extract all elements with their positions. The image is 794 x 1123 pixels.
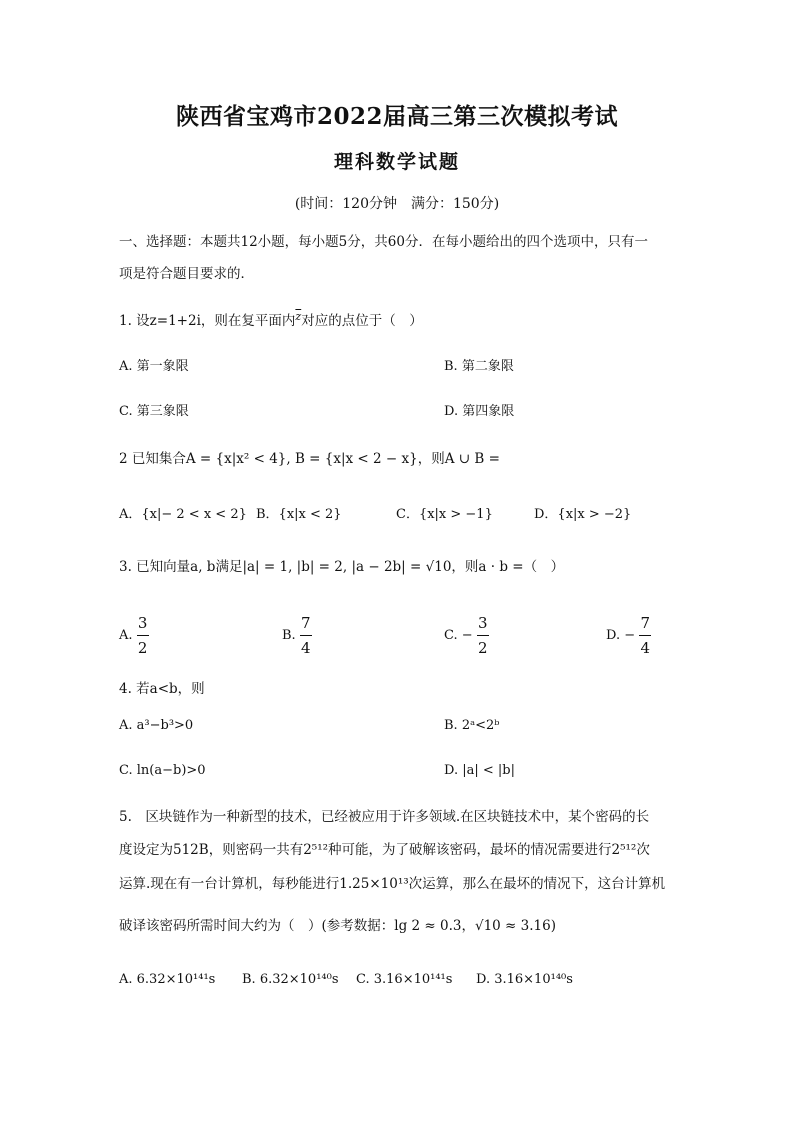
question-3-option-a — [119, 614, 149, 657]
fraction — [300, 614, 312, 657]
option-sign: − — [461, 628, 473, 643]
page-title: 陕西省宝鸡市2022届高三第三次模拟考试 — [175, 103, 618, 130]
section-heading-line-2: 项是符合题目要求的． — [119, 266, 254, 282]
question-5-option-d: D. 3.16×10¹⁴⁰s — [476, 972, 573, 987]
numerator: 3 — [137, 614, 148, 632]
question-1-text-a: 1. 设z=1+2i，则在复平面内 — [119, 313, 296, 329]
question-4-option-d: D. |a| < |b| — [444, 763, 515, 778]
option-label: C. — [444, 628, 458, 643]
question-5-option-c: C. 3.16×10¹⁴¹s — [356, 972, 453, 987]
question-3-option-c — [444, 614, 489, 657]
question-5-line-2: 度设定为512B，则密码一共有2⁵¹²种可能，为了破解该密码，最坏的情况需要进行2⁵¹²次 — [119, 842, 650, 858]
denominator: 4 — [301, 639, 311, 657]
question-2-stem: 2 已知集合A = {x|x² < 4}, B = {x|x < 2 − x}，则A ∪ B = — [119, 451, 500, 467]
question-3-option-d — [606, 614, 651, 657]
option-label: B. — [282, 628, 296, 643]
exam-time-info: (时间：120分钟 满分：150分) — [294, 196, 500, 212]
question-1-option-c: C. 第三象限 — [119, 404, 189, 419]
question-1-text-b: 对应的点位于（ ） — [301, 313, 423, 329]
question-4-stem: 4. 若a<b，则 — [119, 681, 205, 697]
question-1-stem — [119, 311, 423, 332]
numerator: 7 — [301, 614, 311, 632]
question-5-option-b: B. 6.32×10¹⁴⁰s — [242, 972, 339, 987]
question-4-option-a: A. a³−b³>0 — [119, 718, 194, 733]
question-5-line-4: 破译该密码所需时间大约为（ ）(参考数据：lg 2 ≈ 0.3，√10 ≈ 3.16) — [119, 918, 556, 934]
page-subtitle: 理科数学试题 — [333, 151, 460, 173]
question-5-option-a: A. 6.32×10¹⁴¹s — [119, 972, 216, 987]
question-3-stem: 3. 已知向量a, b满足|a| = 1, |b| = 2, |a − 2b| = √10，则a · b =（ ） — [119, 559, 565, 575]
denominator: 2 — [478, 639, 488, 657]
question-2-option-c: C．{x|x > −1} — [396, 507, 493, 522]
denominator: 2 — [137, 639, 148, 657]
numerator: 3 — [478, 614, 488, 632]
question-1-option-b: B. 第二象限 — [444, 359, 514, 374]
question-5-line-3: 运算.现在有一台计算机，每秒能进行1.25×10¹³次运算，那么在最坏的情况下，这台计算机 — [119, 876, 666, 892]
option-label: A. — [119, 628, 133, 643]
fraction — [639, 614, 651, 657]
section-heading-line-1: 一、选择题：本题共12小题，每小题5分，共60分．在每小题给出的四个选项中，只有一 — [119, 234, 648, 250]
option-label: D. — [606, 628, 621, 643]
question-2-option-d: D．{x|x > −2} — [534, 507, 632, 522]
question-4-option-c: C. ln(a−b)>0 — [119, 763, 206, 778]
fraction — [477, 614, 489, 657]
question-4-option-b: B. 2ᵃ<2ᵇ — [444, 718, 500, 733]
question-1-option-a: A. 第一象限 — [119, 359, 189, 374]
question-5-line-1: 5. 区块链作为一种新型的技术，已经被应用于许多领域.在区块链技术中，某个密码的长 — [119, 809, 650, 825]
question-3-option-b — [282, 614, 312, 657]
option-sign: − — [624, 628, 636, 643]
fraction — [137, 614, 149, 657]
question-2-option-a: A．{x|− 2 < x < 2} — [119, 507, 247, 522]
denominator: 4 — [640, 639, 651, 657]
question-1-option-d: D. 第四象限 — [444, 404, 515, 419]
numerator: 7 — [640, 614, 651, 632]
z-conjugate: z — [295, 310, 302, 323]
question-2-option-b: B．{x|x < 2} — [256, 507, 342, 522]
